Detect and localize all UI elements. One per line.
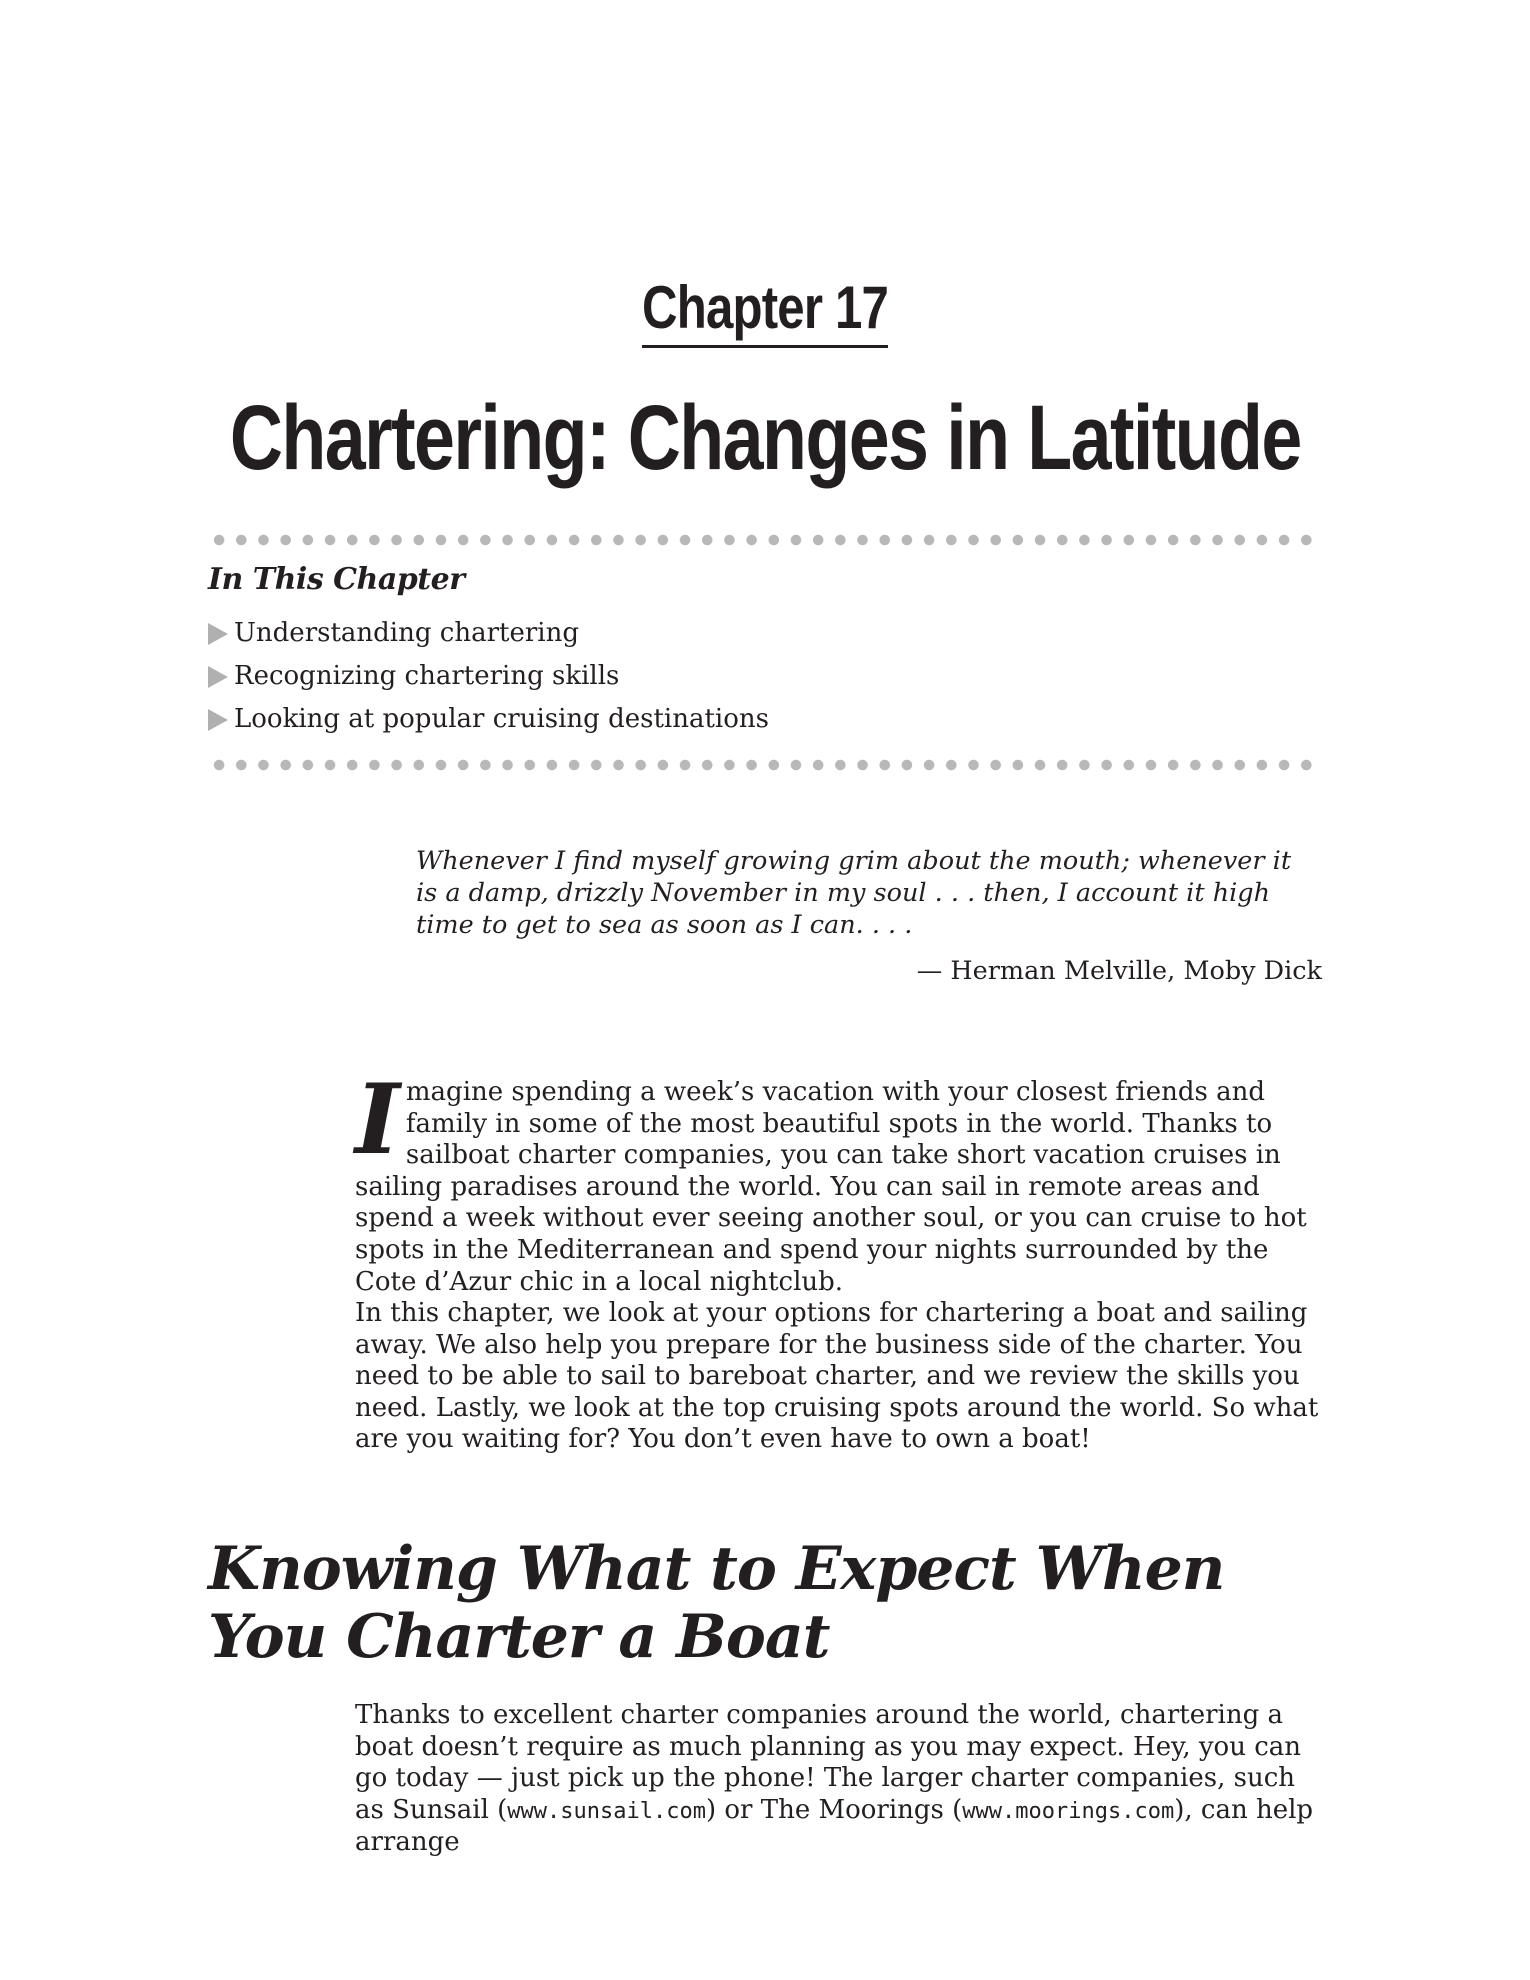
section-heading-line-2: You Charter a Boat <box>208 1602 830 1672</box>
intro-paragraph-1 <box>355 1063 1325 1298</box>
triangle-bullet-icon <box>208 623 228 645</box>
list-item <box>208 655 769 698</box>
intro-paragraph-1-text: magine spending a week’s vacation with your closest friends and family in some of the most beautiful spots in the world. Thanks to sailboat charter companies, you can take short vacation cruises in sailing paradises around the world. You can sail in remote areas and spend a week without ever seeing another soul, or you can cruise to hot spots in the Mediterranean and spend your nights surrounded by the Cote d’Azur chic in a local nightclub. <box>355 1077 1307 1297</box>
list-item-text: Recognizing chartering skills <box>234 661 620 691</box>
list-item-text: Looking at popular cruising destinations <box>234 704 769 734</box>
in-this-chapter-list <box>208 612 769 741</box>
chapter-number: Chapter 17 <box>642 275 888 348</box>
moorings-url: www.moorings.com <box>962 1798 1175 1824</box>
section-heading <box>208 1535 1224 1671</box>
section-paragraph-text-2: ) or The Moorings ( <box>705 1794 963 1825</box>
dotted-rule-bottom <box>208 759 1320 771</box>
intro-paragraph-2: In this chapter, we look at your options for chartering a boat and sailing away. We also help you prepare for the business side of the charter. You need to be able to sail to bareboat charter, and we review the skills you need. Lastly, we look at the top cruising spots around the world. So what are you waiting for? You don’t even have to own a boat! <box>355 1298 1319 1455</box>
triangle-bullet-icon <box>208 666 228 688</box>
chapter-label <box>0 275 1530 348</box>
section-paragraph-text-3: ), can help arrange <box>355 1794 1314 1858</box>
chapter-title <box>0 388 1530 489</box>
section-paragraph-text-1: Thanks to excellent charter companies around the world, chartering a boat doesn’t require as much planning as you may expect. Hey, you can go today — just pick up the phone! The larger charter companies, such as Sunsail ( <box>355 1700 1302 1825</box>
chapter-title-text: Chartering: Changes in Latitude <box>229 387 1301 489</box>
epigraph-attribution: — Herman Melville, Moby Dick <box>916 956 1322 986</box>
list-item <box>208 698 769 741</box>
list-item <box>208 612 769 655</box>
list-item-text: Understanding chartering <box>234 618 579 648</box>
in-this-chapter-heading: In This Chapter <box>208 562 465 597</box>
sunsail-url: www.sunsail.com <box>507 1798 706 1824</box>
section-paragraph <box>355 1700 1325 1859</box>
epigraph-quote: Whenever I find myself growing grim about the mouth; whenever it is a damp, drizzly November in my soul . . . then, I account it high time to get to sea as soon as I can. . . . <box>416 846 1292 940</box>
drop-cap: I <box>355 1063 400 1176</box>
dotted-rule-top <box>208 534 1320 546</box>
section-heading-line-1: Knowing What to Expect When <box>208 1534 1225 1604</box>
triangle-bullet-icon <box>208 709 228 731</box>
